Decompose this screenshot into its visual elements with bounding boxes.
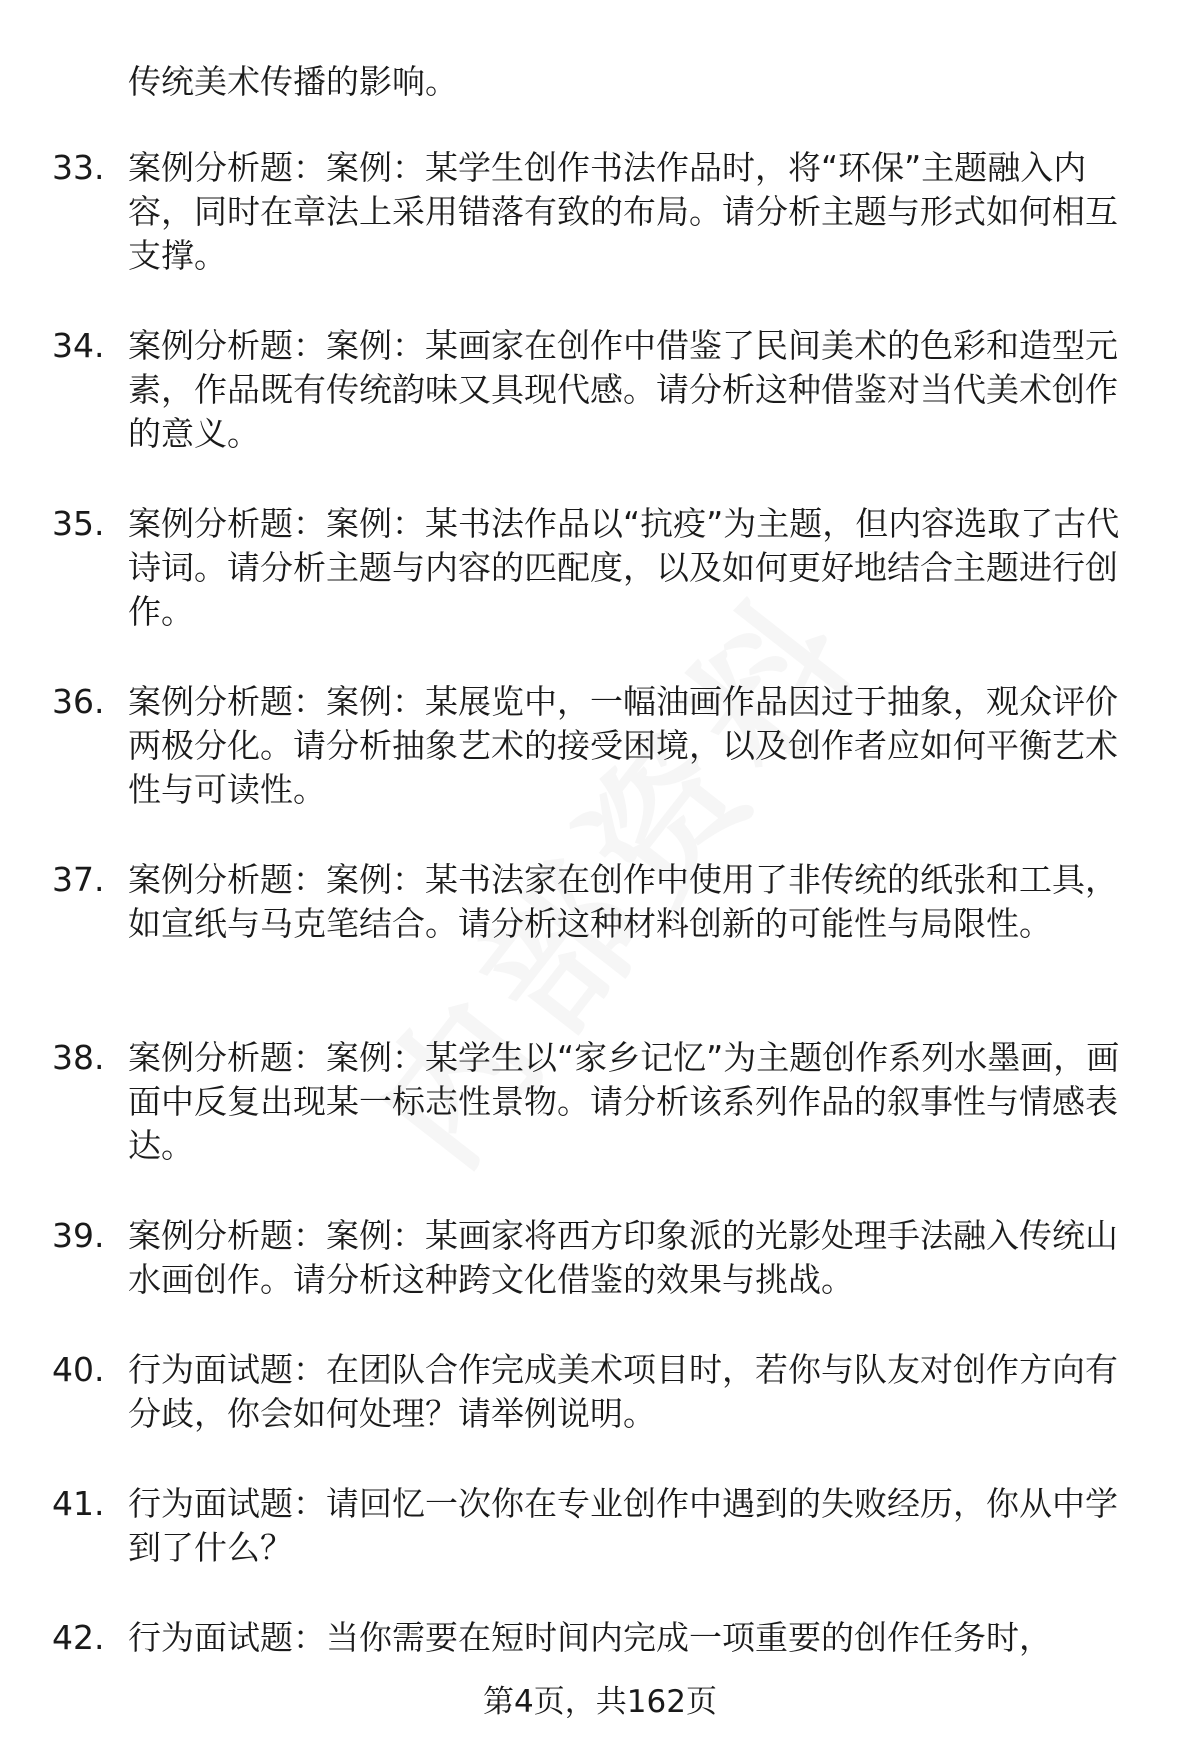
item-text: 案例分析题：案例：某学生以“家乡记忆”为主题创作系列水墨画，画面中反复出现某一标志性景物。请分析该系列作品的叙事性与情感表达。 xyxy=(128,1038,1120,1165)
item-text: 行为面试题：在团队合作完成美术项目时，若你与队友对创作方向有分歧，你会如何处理？请举例说明。 xyxy=(128,1350,1118,1433)
item-number: 38. xyxy=(52,1038,105,1077)
list-item xyxy=(0,1036,1200,1172)
list-item xyxy=(0,680,1200,816)
list-item xyxy=(0,1214,1200,1306)
item-number: 40. xyxy=(52,1350,105,1389)
item-number: 37. xyxy=(52,860,105,899)
item-number: 41. xyxy=(52,1484,105,1523)
list-item xyxy=(0,1482,1200,1574)
item-number: 39. xyxy=(52,1216,105,1255)
list-item xyxy=(0,324,1200,460)
item-text: 案例分析题：案例：某画家在创作中借鉴了民间美术的色彩和造型元素，作品既有传统韵味又具现代感。请分析这种借鉴对当代美术创作的意义。 xyxy=(128,326,1118,453)
list-item xyxy=(0,1348,1200,1440)
list-item xyxy=(0,1616,1200,1660)
item-text: 案例分析题：案例：某展览中，一幅油画作品因过于抽象，观众评价两极分化。请分析抽象艺术的接受困境，以及创作者应如何平衡艺术性与可读性。 xyxy=(128,682,1118,809)
item-number: 33. xyxy=(52,148,105,187)
item-text: 案例分析题：案例：某书法作品以“抗疫”为主题，但内容选取了古代诗词。请分析主题与内容的匹配度，以及如何更好地结合主题进行创作。 xyxy=(128,504,1120,631)
item-text: 案例分析题：案例：某学生创作书法作品时，将“环保”主题融入内容，同时在章法上采用错落有致的布局。请分析主题与形式如何相互支撑。 xyxy=(128,148,1118,275)
question-list xyxy=(0,146,1200,1702)
item-number: 35. xyxy=(52,504,105,543)
item-number: 36. xyxy=(52,682,105,721)
item-text: 案例分析题：案例：某画家将西方印象派的光影处理手法融入传统山水画创作。请分析这种跨文化借鉴的效果与挑战。 xyxy=(128,1216,1118,1299)
item-text: 行为面试题：请回忆一次你在专业创作中遇到的失败经历，你从中学到了什么？ xyxy=(128,1484,1118,1567)
item-number: 34. xyxy=(52,326,105,365)
list-item xyxy=(0,502,1200,638)
list-item xyxy=(0,858,1200,994)
list-item xyxy=(0,146,1200,282)
item-text: 行为面试题：当你需要在短时间内完成一项重要的创作任务时， xyxy=(128,1618,1052,1657)
item-number: 42. xyxy=(52,1618,105,1657)
page-footer: 第4页，共162页 xyxy=(483,1684,717,1720)
carry-over-text: 传统美术传播的影响。 xyxy=(128,62,458,101)
item-text: 案例分析题：案例：某书法家在创作中使用了非传统的纸张和工具，如宣纸与马克笔结合。请分析这种材料创新的可能性与局限性。 xyxy=(128,860,1118,943)
